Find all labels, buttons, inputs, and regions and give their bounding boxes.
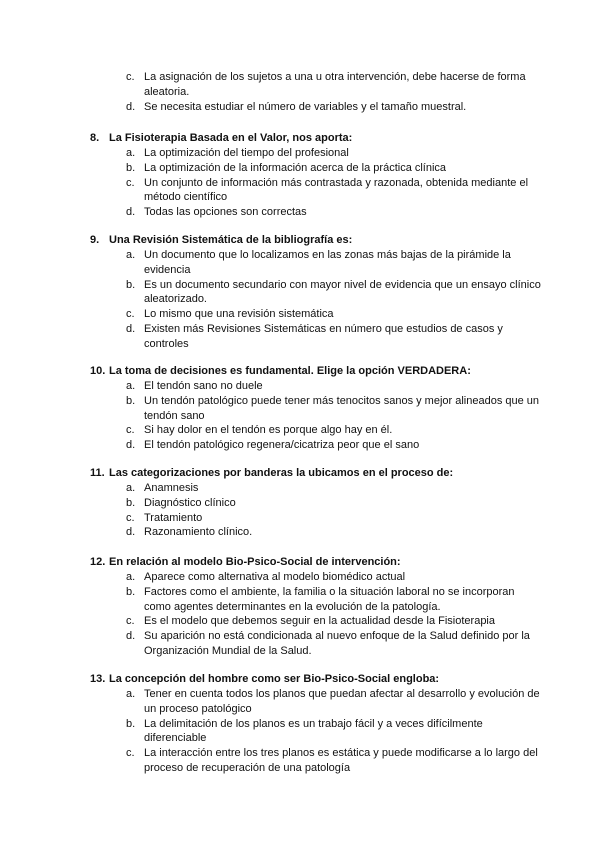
option-text: La interacción entre los tres planos es estática y puede modificarse a lo largo del proceso de recuperación de una patología (144, 747, 538, 774)
option-text: Razonamiento clínico. (144, 526, 253, 539)
option-b: b. Es un documento secundario con mayor nivel de evidencia que un ensayo clínico aleatorizado. (126, 278, 541, 306)
option-d: d. Existen más Revisiones Sistemáticas en número que estudios de casos y controles (126, 322, 503, 350)
question-title: 12. En relación al modelo Bio-Psico-Social de intervención: (90, 556, 401, 568)
option-text: Es un documento secundario con mayor nivel de evidencia que un ensayo clínico aleatorizado. (144, 278, 541, 306)
option-text: La optimización de la información acerca de la práctica clínica (144, 161, 447, 174)
option-text: Existen más Revisiones Sistemáticas en número que estudios de casos y controles (144, 322, 503, 350)
question-continuation (0, 70, 600, 114)
option-a: a. El tendón sano no duele (126, 380, 263, 392)
option-text: Anamnesis (144, 482, 199, 494)
option-c: c. Si hay dolor en el tendón es porque algo hay en él. (126, 424, 393, 437)
question-9 (0, 233, 600, 352)
option-text: Un tendón patológico puede tener más tenocitos sanos y mejor alineados que un tendón sano (144, 394, 540, 422)
question-8 (0, 131, 600, 220)
option-b: b. La optimización de la información acerca de la práctica clínica (126, 161, 447, 174)
option-text: Si hay dolor en el tendón es porque algo hay en él. (144, 424, 393, 437)
option-text: El tendón patológico regenera/cicatriza peor que el sano (144, 439, 420, 452)
option-c: c. Tratamiento (126, 511, 203, 524)
option-text: El tendón sano no duele (144, 380, 263, 392)
option-text: La delimitación de los planos es un trabajo fácil y a veces difícilmente diferenciable (144, 717, 483, 745)
option-b: b. Factores como el ambiente, la familia o la situación laboral no se incorporan como agentes determinantes en la evolución de la patología. (126, 585, 515, 613)
question-11 (0, 466, 600, 540)
option-b: b. La delimitación de los planos es un trabajo fácil y a veces difícilmente diferenciable (126, 717, 483, 745)
option-d: d. Se necesita estudiar el número de variables y el tamaño muestral. (126, 100, 467, 113)
option-d: d. Todas las opciones son correctas (126, 206, 307, 219)
option-a: a. La optimización del tiempo del profesional (126, 147, 349, 159)
option-c: c. La interacción entre los tres planos es estática y puede modificarse a lo largo del proceso de recuperación de una patología (126, 747, 538, 774)
option-text: Todas las opciones son correctas (144, 206, 307, 219)
option-d: d. El tendón patológico regenera/cicatriza peor que el sano (126, 439, 420, 452)
question-10 (0, 364, 600, 453)
option-a: a. Tener en cuenta todos los planos que puedan afectar al desarrollo y evolución de un proceso patológico (126, 688, 540, 715)
option-a: a. Anamnesis (126, 482, 199, 494)
option-text: Tener en cuenta todos los planos que puedan afectar al desarrollo y evolución de un proceso patológico (144, 688, 540, 715)
question-13 (0, 672, 600, 776)
question-title: 13. La concepción del hombre como ser Bio-Psico-Social engloba: (90, 673, 440, 685)
option-a: a. Aparece como alternativa al modelo biomédico actual (126, 571, 406, 583)
option-text: Un documento que lo localizamos en las zonas más bajas de la pirámide la evidencia (144, 249, 511, 276)
option-c: c. Es el modelo que debemos seguir en la actualidad desde la Fisioterapia (126, 615, 495, 628)
option-d: d. Su aparición no está condicionada al nuevo enfoque de la Salud definido por la Organización Mundial de la Salud. (126, 630, 530, 657)
option-c: c. La asignación de los sujetos a una u otra intervención, debe hacerse de forma aleatoria. (126, 71, 526, 98)
option-text: Lo mismo que una revisión sistemática (144, 308, 334, 321)
question-12 (0, 555, 600, 659)
option-text: La optimización del tiempo del profesional (144, 147, 349, 159)
question-title: 9. Una Revisión Sistemática de la bibliografía es: (90, 234, 353, 246)
option-d: d. Razonamiento clínico. (126, 526, 253, 539)
option-text: Es el modelo que debemos seguir en la actualidad desde la Fisioterapia (144, 615, 495, 628)
option-c: c. Lo mismo que una revisión sistemática (126, 308, 334, 321)
option-text: Se necesita estudiar el número de variables y el tamaño muestral. (144, 100, 467, 113)
option-text: Factores como el ambiente, la familia o la situación laboral no se incorporan como agentes determinantes en la evolución de la patología. (144, 585, 515, 613)
option-text: Tratamiento (144, 511, 203, 524)
option-b: b. Diagnóstico clínico (126, 496, 236, 509)
question-title: 10. La toma de decisiones es fundamental. Elige la opción VERDADERA: (90, 365, 471, 377)
option-c: c. Un conjunto de información más contrastada y razonada, obtenida mediante el método científico (126, 176, 529, 204)
question-title: 8. La Fisioterapia Basada en el Valor, nos aporta: (90, 132, 353, 144)
option-text: Diagnóstico clínico (144, 496, 236, 509)
option-b: b. Un tendón patológico puede tener más tenocitos sanos y mejor alineados que un tendón sano (126, 394, 540, 422)
question-title: 11. Las categorizaciones por banderas la ubicamos en el proceso de: (90, 467, 454, 479)
option-text: La asignación de los sujetos a una u otra intervención, debe hacerse de forma aleatoria. (144, 71, 526, 98)
option-a: a. Un documento que lo localizamos en las zonas más bajas de la pirámide la evidencia (126, 249, 511, 276)
option-text: Aparece como alternativa al modelo biomédico actual (144, 571, 406, 583)
option-text: Su aparición no está condicionada al nuevo enfoque de la Salud definido por la Organización Mundial de la Salud. (144, 630, 530, 657)
option-text: Un conjunto de información más contrastada y razonada, obtenida mediante el método científico (144, 176, 529, 204)
